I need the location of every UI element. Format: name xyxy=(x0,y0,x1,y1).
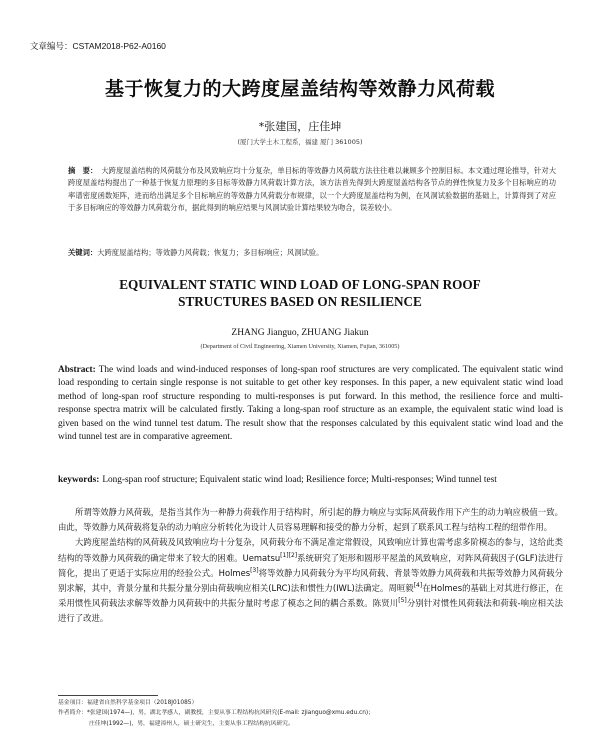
body-paragraph-2-part-d: 在Holmes的基础上对其进行修正，在采用惯性风荷载法求解等效静力风荷载中的共振分量时考虑了模态之间的耦合系数。陈贤川 xyxy=(58,583,564,609)
citation-ref-3: [3] xyxy=(250,567,259,575)
chinese-abstract xyxy=(68,165,556,214)
footnote-author-2: 庄佳坤(1992—)，男，福建漳州人，硕士研究生，主要从事工程结构抗风研究。 xyxy=(89,720,294,727)
body-paragraph-2-part-b: 系统研究了矩形和圆形平屋盖的风致响应，对阵风荷载因子(GLF)法进行简化，提出了更适于实际应用的经验公式。Holmes xyxy=(58,552,563,578)
footnote-divider xyxy=(58,695,158,696)
english-title xyxy=(0,276,600,310)
english-title-line-1: EQUIVALENT STATIC WIND LOAD OF LONG-SPAN ROOF xyxy=(119,277,481,292)
english-abstract-label: Abstract: xyxy=(58,365,96,375)
english-title-line-2: STRUCTURES BASED ON RESILIENCE xyxy=(178,294,422,309)
english-authors: ZHANG Jianguo, ZHUANG Jiakun xyxy=(231,328,369,338)
chinese-keywords xyxy=(68,247,556,259)
english-keywords-label: keywords: xyxy=(58,475,100,485)
chinese-title: 基于恢复力的大跨度屋盖结构等效静力风荷载 xyxy=(104,78,495,100)
english-affiliation: (Department of Civil Engineering, Xiamen University, Xiamen, Fujian, 361005) xyxy=(200,343,400,350)
body-paragraph-2-part-e: 分别针对惯性风荷载法和荷载-响应相关法进行了改进。 xyxy=(58,598,563,624)
english-keywords xyxy=(58,474,563,487)
document-number: 文章编号：CSTAM2018-P62-A0160 xyxy=(30,41,166,51)
chinese-affiliation: (厦门大学土木工程系，福建 厦门 361005) xyxy=(237,138,363,146)
body-paragraph-2 xyxy=(58,535,563,626)
english-abstract-text: The wind loads and wind-induced responses of long-span roof structures are very complicated. The equivalent static wind load responding to certain single response is not suitable to get other key responses. In this paper, a new equivalent static wind load method of long-span roof structure responding to multi-responses is put forward. In this method, the resilience force and multi-response spectra matrix will be calculated firstly. Taking a long-span roof structure as an example, the equivalent static wind load is given based on the wind tunnel test datum. The result show that the responses calculated by this equivalent static wind load and the wind tunnel test are in comparative agreement. xyxy=(58,365,563,443)
chinese-keywords-text: 大跨度屋盖结构；等效静力风荷载；恢复力；多目标响应；风洞试验。 xyxy=(97,248,324,257)
body-paragraph-2-part-a: 大跨度屋盖结构的风荷载及风致响应均十分复杂，风荷载分布不满足准定常假设，风致响应计算也需考虑多阶模态的参与，这给此类结构的等效静力风荷载的确定带来了较大的困难。Uematsu xyxy=(58,537,563,563)
english-abstract xyxy=(58,364,563,444)
body-paragraph-2-part-c: 将等效静力风荷载分为平均风荷载、背景等效静力风荷载和共振等效静力风荷载分别求解，其中，背景分量和共振分量分别由荷载响应相关(LRC)法和惯性力(IWL)法确定。周晅毅 xyxy=(58,567,564,594)
citation-ref-4: [4] xyxy=(413,582,423,590)
footnotes xyxy=(58,698,563,729)
chinese-abstract-label: 摘 要： xyxy=(68,166,98,175)
english-keywords-text: Long-span roof structure; Equivalent static wind load; Resilience force; Multi-responses; Wind tunnel test xyxy=(102,475,497,485)
footnote-fund: 基金项目：福建省自然科学基金项目（2018J01085） xyxy=(58,700,198,706)
citation-ref-5: [5] xyxy=(398,597,407,605)
body-text xyxy=(58,505,563,627)
chinese-authors: *张建国，庄佳坤 xyxy=(258,120,342,133)
body-paragraph-1: 所谓等效静力风荷载，是指当其作为一种静力荷载作用于结构时，所引起的静力响应与实际风荷载作用下产生的动力响应极值一致。由此，等效静力风荷载将复杂的动力响应分析转化为设计人员容易理解和接受的静力分析，起到了联系风工程与结构工程的纽带作用。 xyxy=(58,507,563,533)
citation-ref-1-2: [1][2] xyxy=(280,551,298,559)
chinese-abstract-text: 大跨度屋盖结构的风荷载分布及风致响应均十分复杂，单目标的等效静力风荷载方法往往难以兼顾多个控制目标。本文通过理论推导，针对大跨度屋盖结构提出了一种基于恢复力原理的多目标等效静力风荷载计算方法，该方法首先得到大跨度屋盖结构各节点的弹性恢复力及多个目标响应的功率谱密度函数矩阵，进而给出满足多个目标响应的等效静力风荷载分布规律，以一个大跨度屋盖结构为例，在风洞试验数据的基础上，计算得到了对应于多目标响应的等效静力风荷载分布，据此得到的响应结果与风洞试验计算结果较为吻合，误差较小。 xyxy=(68,166,557,212)
chinese-keywords-label: 关键词： xyxy=(68,248,98,257)
footnote-author-1: 作者简介：*张建国(1974—)，男，湖北孝感人，副教授，主要从事工程结构抗风研究(E-mail: zjianguo@xmu.edu.cn)； xyxy=(58,710,374,717)
